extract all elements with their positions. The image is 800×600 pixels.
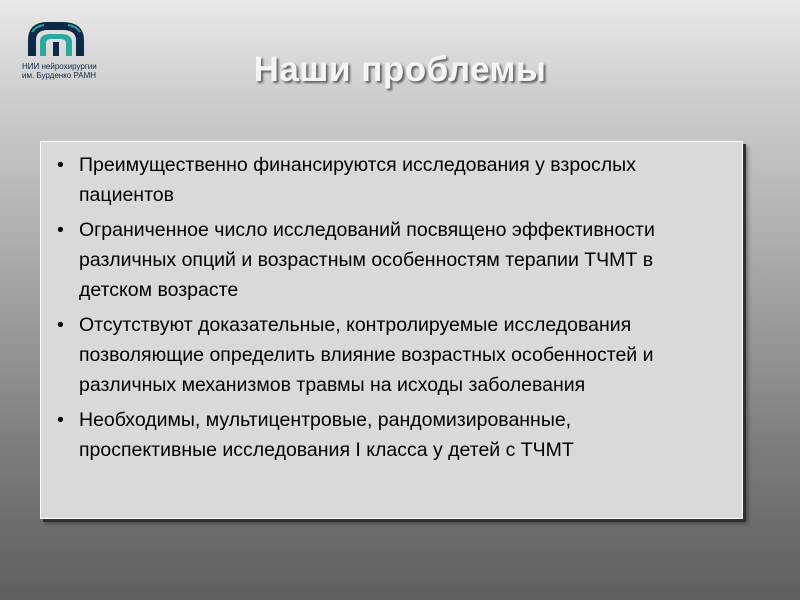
bullet-marker: •	[57, 314, 64, 336]
bullet-marker: •	[57, 154, 64, 176]
slide-title: Наши проблемы	[253, 50, 547, 89]
bullet-text: Отсутствуют доказательные, контролируемые исследования позволяющие определить влияние возрастных особенностей и различных механизмов травмы на исходы заболевания	[79, 314, 654, 396]
bullet-list	[57, 150, 714, 465]
logo-caption-line1: НИИ нейрохирургии	[22, 62, 97, 71]
bullet-text: Ограниченное число исследований посвящено эффективности различных опций и возрастным особенностям терапии ТЧМТ в детском возрасте	[79, 219, 655, 301]
bullet-item	[57, 150, 714, 210]
bullet-item	[57, 310, 714, 400]
bullet-text: Необходимы, мультицентровые, рандомизированные, проспективные исследования I класса у детей с ТЧМТ	[79, 409, 574, 461]
bullet-text: Преимущественно финансируются исследования у взрослых пациентов	[79, 154, 636, 206]
bullet-item	[57, 215, 714, 305]
bullet-marker: •	[57, 219, 64, 241]
content-box	[40, 141, 743, 519]
bullet-item	[57, 405, 714, 465]
bullet-marker: •	[57, 409, 64, 431]
logo-caption-line2: им. Бурденко РАМН	[22, 71, 97, 80]
